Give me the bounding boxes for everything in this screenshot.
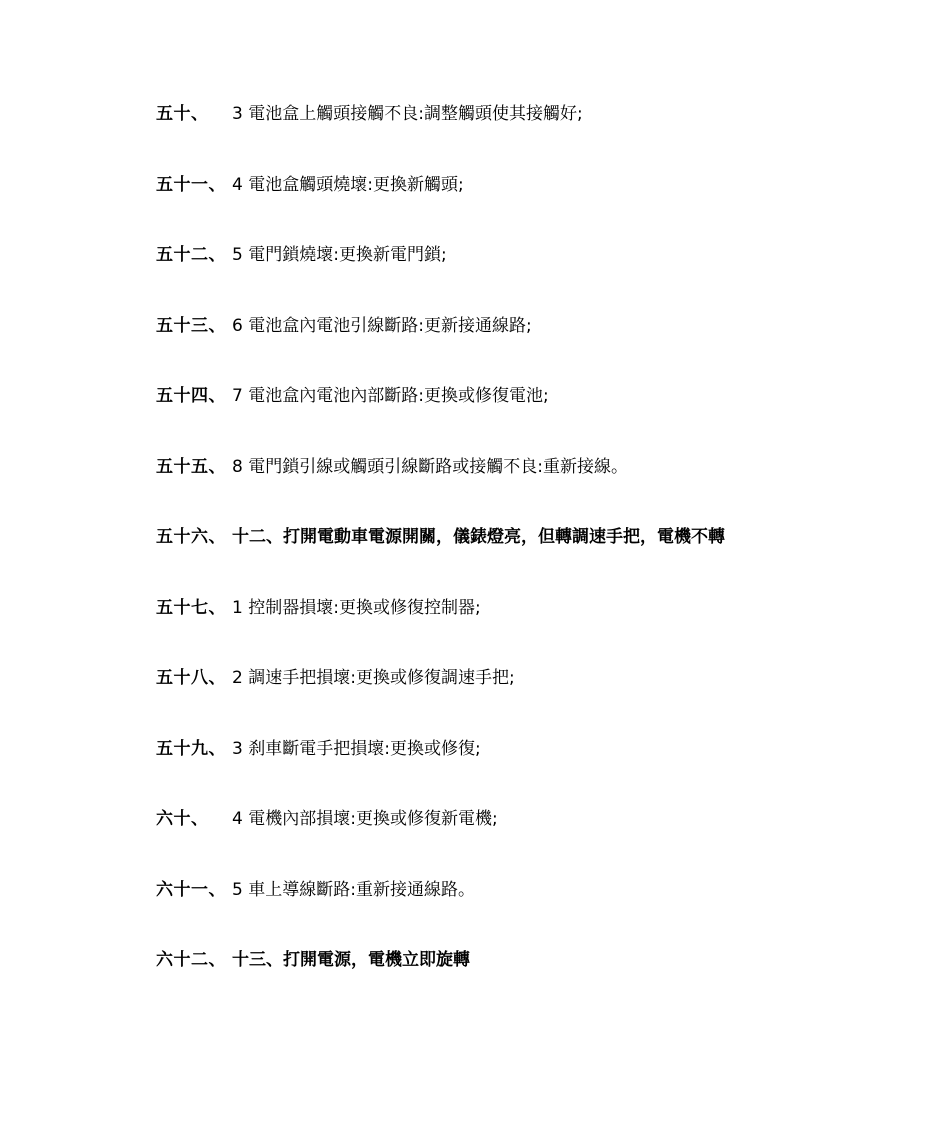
list-item [156, 239, 896, 271]
list-item [156, 662, 896, 694]
section-heading-text: 十二、打開電動車電源開關，儀錶燈亮，但轉調速手把，電機不轉 [232, 527, 725, 547]
list-item-number: 五十四、 [156, 386, 226, 406]
list-item-text: 1 控制器損壞:更換或修復控制器; [232, 597, 481, 618]
numbered-list [156, 98, 896, 1015]
list-item [156, 310, 896, 342]
list-item-text: 7 電池盒內電池內部斷路:更換或修復電池; [232, 386, 549, 406]
list-item-text: 3 刹車斷電手把損壞:更換或修復; [232, 738, 481, 759]
list-item-number: 六十一、 [156, 879, 226, 900]
list-item-text: 2 調速手把損壞:更換或修復調速手把; [232, 668, 515, 688]
section-heading-item [156, 944, 896, 976]
list-item-text: 4 電機內部損壞:更換或修復新電機; [232, 809, 498, 829]
list-item-number: 六十、 [156, 809, 209, 829]
list-item-number: 五十五、 [156, 456, 226, 477]
section-heading-item [156, 521, 896, 553]
list-item [156, 592, 896, 624]
list-item-text: 3 電池盒上觸頭接觸不良:調整觸頭使其接觸好; [232, 104, 583, 124]
list-item-number: 五十、 [156, 104, 209, 124]
list-item-number: 五十九、 [156, 738, 226, 759]
list-item [156, 380, 896, 412]
list-item [156, 803, 896, 835]
list-item-number: 五十三、 [156, 315, 226, 336]
list-item-number: 六十二、 [156, 950, 226, 970]
list-item-number: 五十八、 [156, 668, 226, 688]
section-heading-text: 十三、打開電源，電機立即旋轉 [232, 950, 470, 970]
list-item [156, 451, 896, 483]
list-item-text: 5 車上導線斷路:重新接通線路。 [232, 879, 475, 900]
list-item-number: 五十七、 [156, 597, 226, 618]
list-item [156, 98, 896, 130]
list-item-number: 五十二、 [156, 245, 226, 265]
list-item [156, 874, 896, 906]
list-item [156, 733, 896, 765]
list-item-text: 4 電池盒觸頭燒壞:更換新觸頭; [232, 174, 464, 195]
list-item-text: 6 電池盒內電池引線斷路:更新接通線路; [232, 315, 532, 336]
list-item-number: 五十一、 [156, 174, 226, 195]
list-item-text: 8 電門鎖引線或觸頭引線斷路或接觸不良:重新接線。 [232, 456, 628, 477]
list-item-number: 五十六、 [156, 527, 226, 547]
list-item [156, 169, 896, 201]
list-item-text: 5 電門鎖燒壞:更換新電門鎖; [232, 245, 447, 265]
